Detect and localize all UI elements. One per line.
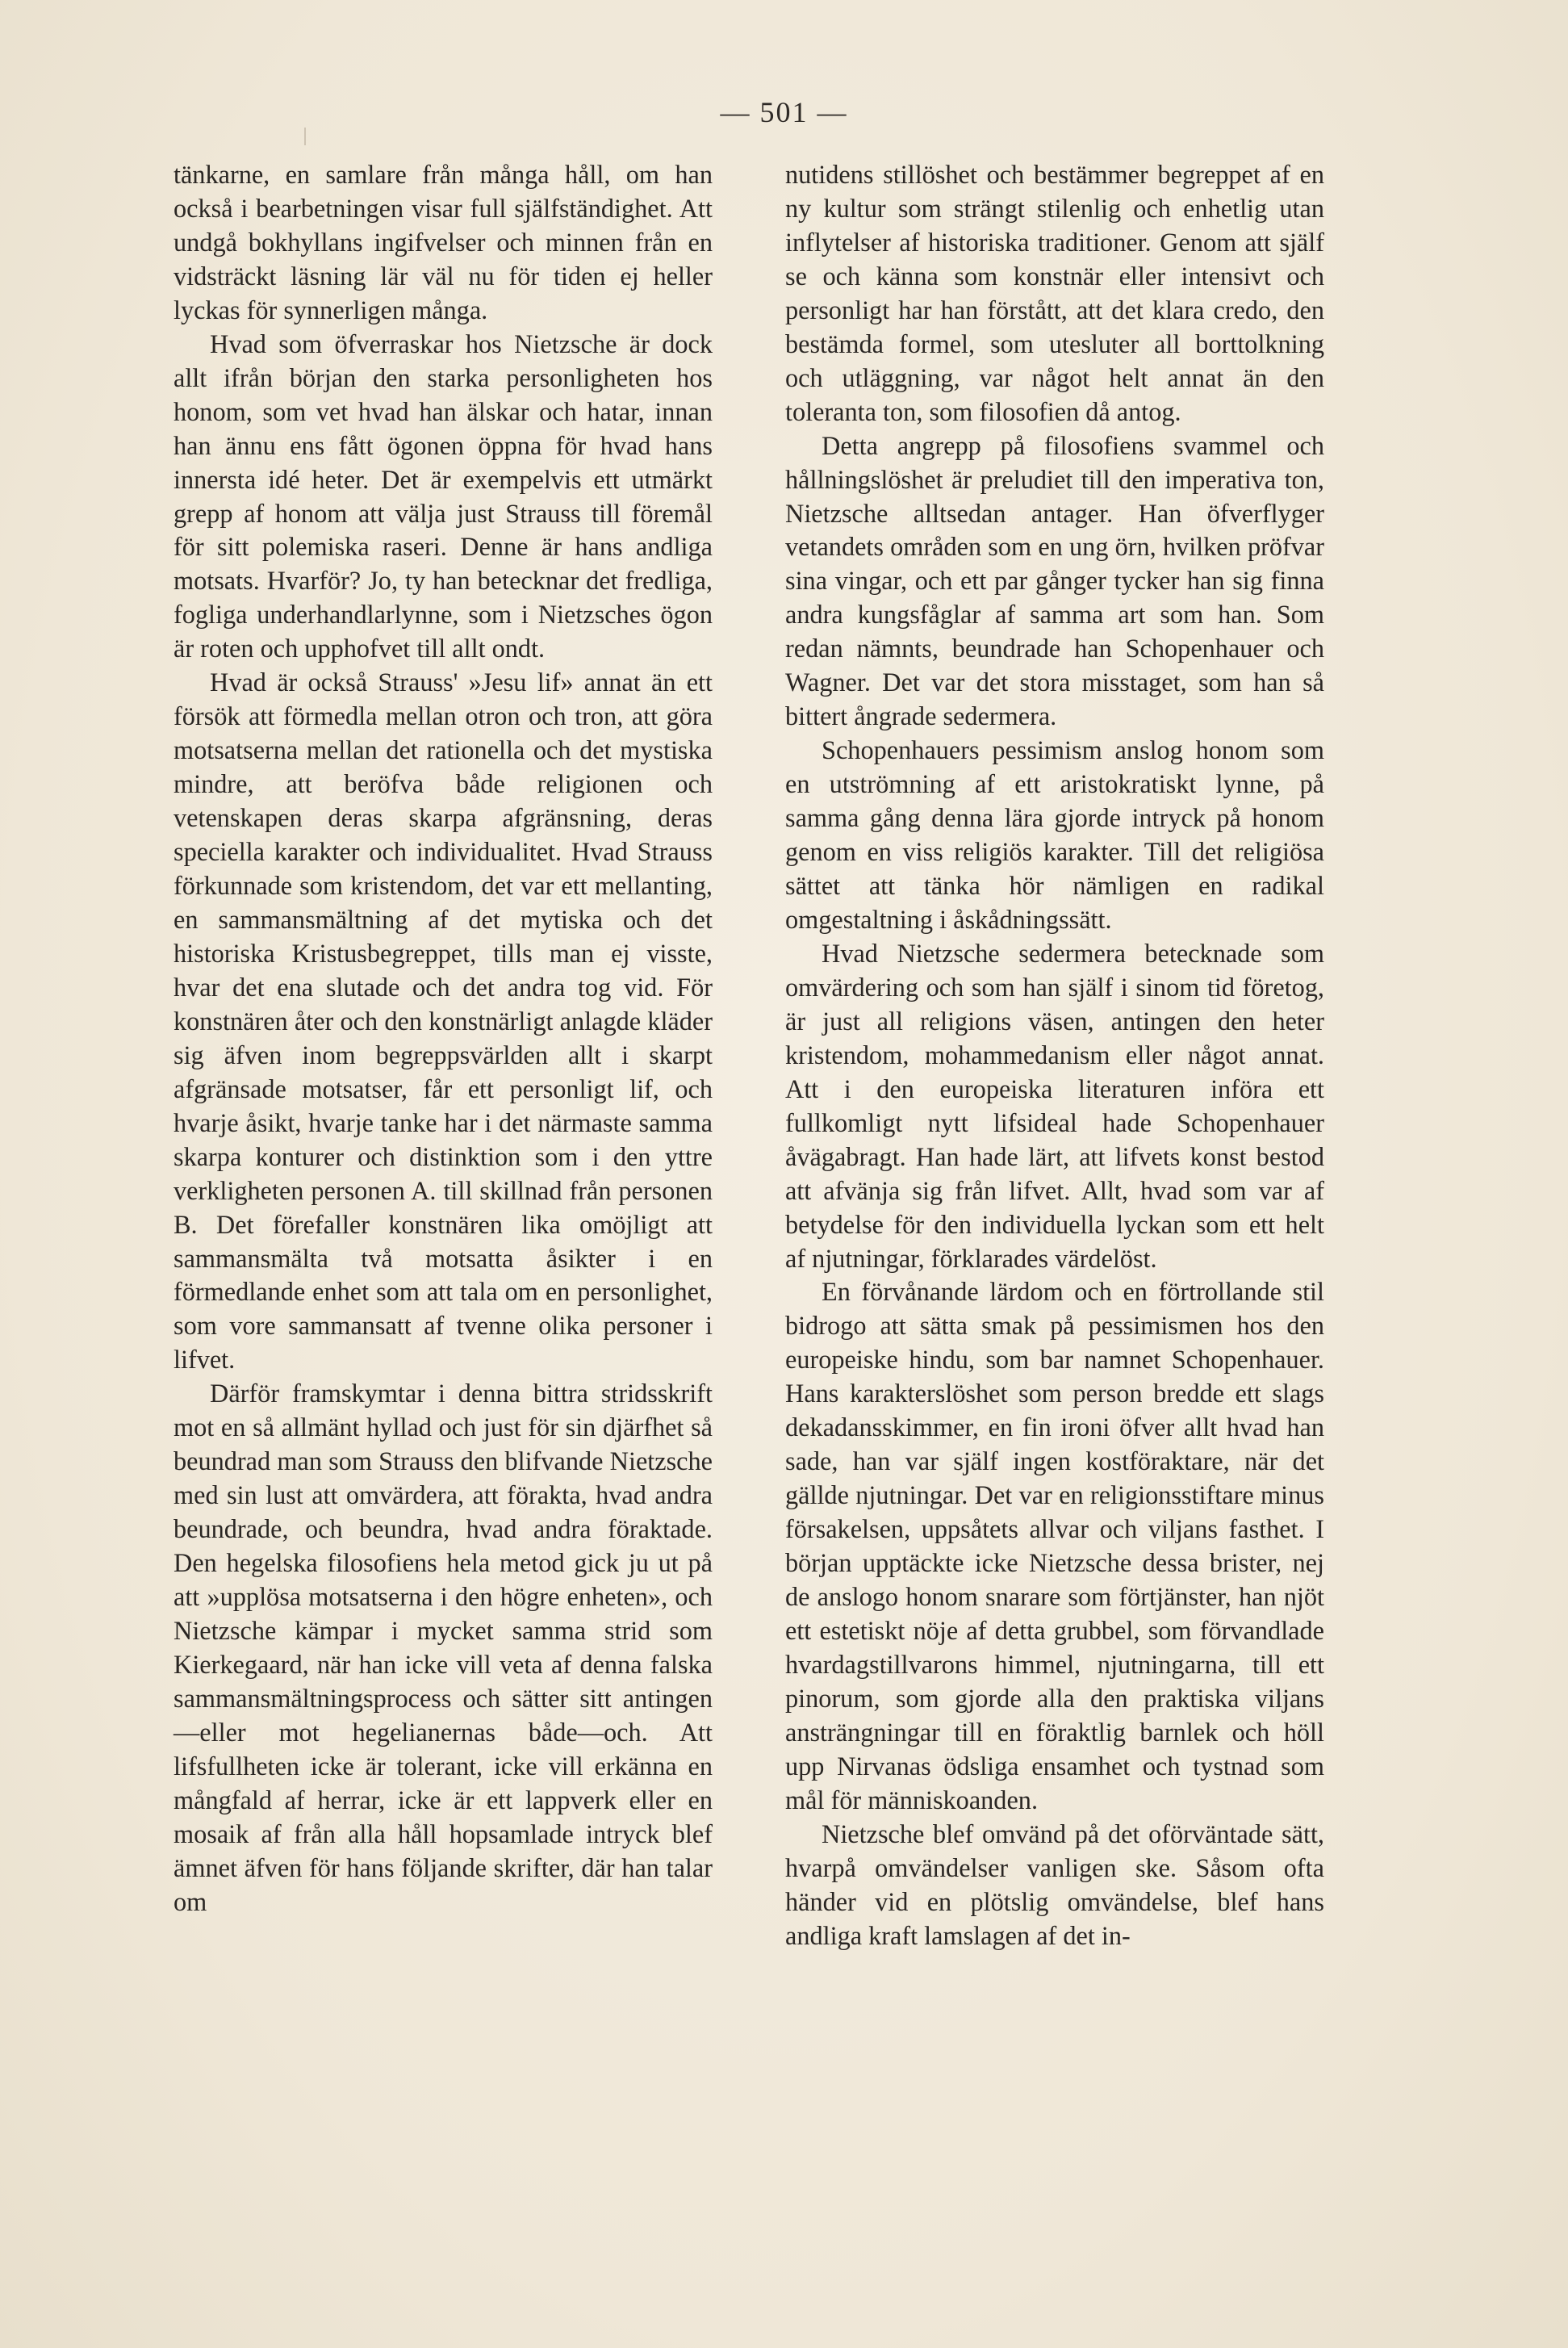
paragraph: En förvånande lärdom och en förtrollande stil bidrogo att sätta smak på pessimismen hos den europeiske hindu, som bar namnet Schopenhauer. Hans karakterslöshet som person bredde ett slags dekadansskimmer, en fin ironi öfver allt hvad han sade, han var själf ingen kostföraktare, när det gällde njutningar. Det var en religionsstiftare minus försakelsen, uppsåtets allvar och viljans fasthet. I början upptäckte icke Nietzsche dessa brister, nej de anslogo honom snarare som förtjänster, han njöt ett estetiskt nöje af detta grubbel, som förvandlade hvardagstillvarons himmel, njutningarna, till ett pinorum, som gjorde alla den praktiska viljans ansträngningar till en föraktlig barnlek och höll upp Nirvanas ödsliga ensamhet och tystnad som mål för människoanden.: [785, 1277, 1324, 1814]
paragraph: Hvad Nietzsche sedermera betecknade som omvärdering och som han själf i sinom tid företog, är just all religions väsen, antingen den heter kristendom, mohammedanism eller något annat. Att i den europeiska literaturen införa ett fullkomligt nytt lifsideal hade Schopenhauer åvägabragt. Han hade lärt, att lifvets konst bestod att afvänja sig från lifvet. Allt, hvad som var af betydelse för den individuella lyckan som ett helt af njutningar, förklarades värdelöst.: [785, 938, 1324, 1273]
paragraph: Därför framskymtar i denna bittra stridsskrift mot en så allmänt hyllad och just för sin djärfhet så beundrad man som Strauss den blifvande Nietzsche med sin lust att omvärdera, att förakta, hvad andra beundrade, och beundra, hvad andra föraktade. Den hegelska filosofiens hela metod gick ju ut på att »upplösa motsatserna i den högre enheten», och Nietzsche kämpar i mycket samma strid som Kierkegaard, när han icke vill veta af denna falska sammansmältningsprocess och sätter sitt antingen —eller mot hegelianernas både—och. Att lifsfullheten icke är tolerant, icke vill erkänna en mångfald af herrar, icke är ett lappverk eller en mosaik af från alla håll hopsamlade intryck blef ämnet äfven för hans följande skrifter, där han talar om: [174, 1379, 713, 1916]
page-number: — 501 —: [720, 96, 848, 128]
paragraph: Detta angrepp på filosofiens svammel och hållningslöshet är preludiet till den imperativa ton, Nietzsche alltsedan antager. Han öfverflyger vetandets områden som en ung örn, hvilken pröfvar sina vingar, och ett par gånger tycker han sig finna andra kungsfåglar af samma art som han. Som redan nämnts, beundrade han Schopenhauer och Wagner. Det var det stora misstaget, som han så bittert ångrade sedermera.: [785, 430, 1324, 731]
paragraph: Nietzsche blef omvänd på det oförväntade sätt, hvarpå omvändelser vanligen ske. Såsom ofta händer vid en plötslig omvändelse, blef hans andliga kraft lamslagen af det in-: [785, 1819, 1324, 1950]
right-column: [785, 158, 1324, 2305]
paragraph: Schopenhauers pessimism anslog honom som en utströmning af ett aristokratiskt lynne, på samma gång denna lära gjorde intryck på honom genom en viss religiös karakter. Till det religiösa sättet att tänka hör nämligen en radikal omgestaltning i åskådningssätt.: [785, 735, 1324, 934]
paragraph: Hvad som öfverraskar hos Nietzsche är dock allt ifrån början den starka personligheten hos honom, som vet hvad han älskar och hatar, innan han ännu ens fått ögonen öppna för hvad hans innersta idé heter. Det är exempelvis ett utmärkt grepp af honom att välja just Strauss till föremål för sitt polemiska raseri. Denne är hans andliga motsats. Hvarför? Jo, ty han betecknar det fredliga, fogliga underhandlarlynne, som i Nietzsches ögon är roten och upphofvet till allt ondt.: [174, 329, 713, 663]
left-column: [174, 158, 713, 2305]
paper-blemish: [304, 128, 306, 145]
paragraph: Hvad är också Strauss' »Jesu lif» annat än ett försök att förmedla mellan otron och tron, att göra motsatserna mellan det rationella och det mystiska mindre, att beröfva både religionen och vetenskapen deras skarpa afgränsning, deras speciella karakter och individualitet. Hvad Strauss förkunnade som kristendom, det var ett mellanting, en sammansmältning af det mytiska och det historiska Kristusbegreppet, tills man ej visste, hvar det ena slutade och det andra tog vid. För konstnären åter och den konstnärligt anlagde kläder sig äfven inom begreppsvärlden allt i skarpt afgränsade motsatser, får ett personligt lif, och hvarje åsikt, hvarje tanke har i det närmaste samma skarpa konturer och distinktion som i den yttre verkligheten personen A. till skillnad från personen B. Det förefaller konstnären lika omöjligt att sammansmälta två motsatta åsikter i en förmedlande enhet som att tala om en personlighet, som vore sammansatt af tvenne olika personer i lifvet.: [174, 668, 713, 1375]
paragraph: nutidens stillöshet och bestämmer begreppet af en ny kultur som strängt stilenlig och enhetlig utan inflytelser af historiska traditioner. Genom att själf se och känna som konstnär eller intensivt och personligt har han förstått, att det klara credo, den bestämda formel, som utesluter all borttolkning och utläggning, var något helt annat än den toleranta ton, som filosofien då antog.: [785, 160, 1324, 426]
paragraph: tänkarne, en samlare från många håll, om han också i bearbetningen visar full själfständighet. Att undgå bokhyllans ingifvelser och minnen från en vidsträckt läsning lär väl nu för tiden ej heller lyckas för synnerligen många.: [174, 160, 713, 324]
